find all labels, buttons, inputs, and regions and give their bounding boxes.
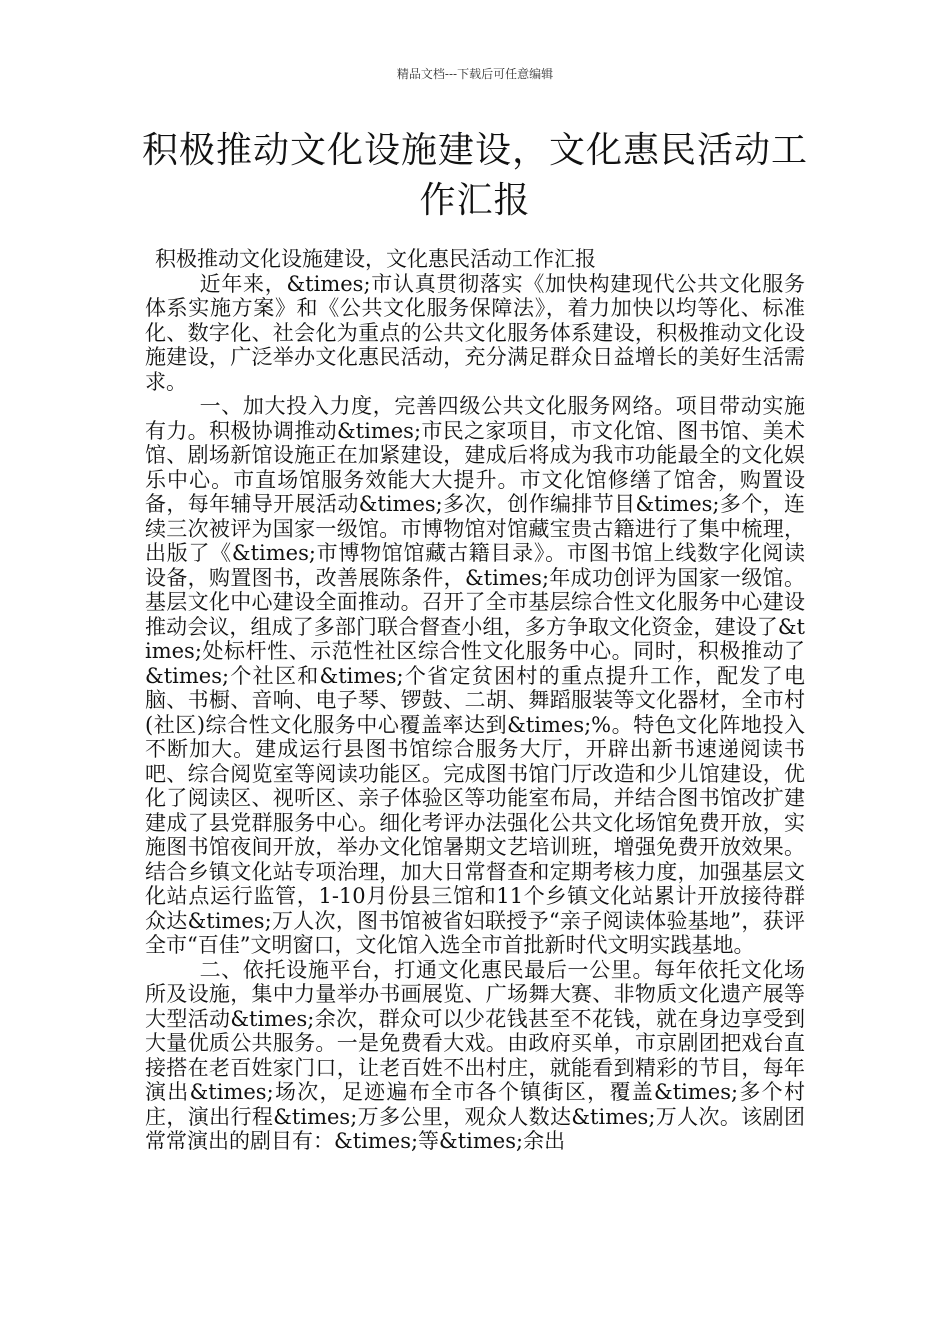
document-body <box>145 247 805 1154</box>
document-title: 积极推动文化设施建设，文化惠民活动工作汇报 <box>141 130 808 221</box>
paragraph-section-1: 一、加大投入力度，完善四级公共文化服务网络。项目带动实施有力。积极协调推动&times;市民之家项目，市文化馆、图书馆、美术馆、剧场新馆设施正在加紧建设，建成后将成为我市功能最全的文化娱乐中心。市直场馆服务效能大大提升。市文化馆修缮了馆舍，购置设备，每年辅导开展活动&times;多次，创作编排节目&times;多个，连续三次被评为国家一级馆。市博物馆对馆藏宝贵古籍进行了集中梳理，出版了《&times;市博物馆馆藏古籍目录》。市图书馆上线数字化阅读设备，购置图书，改善展陈条件，&times;年成功创评为国家一级馆。基层文化中心建设全面推动。召开了全市基层综合性文化服务中心建设推动会议，组成了多部门联合督查小组，多方争取文化资金，建设了&times;处标杆性、示范性社区综合性文化服务中心。同时，积极推动了&times;个社区和&times;个省定贫困村的重点提升工作，配发了电脑、书橱、音响、电子琴、锣鼓、二胡、舞蹈服装等文化器材，全市村(社区)综合性文化服务中心覆盖率达到&times;%。特色文化阵地投入不断加大。建成运行县图书馆综合服务大厅，开辟出新书速递阅读书吧、综合阅览室等阅读功能区。完成图书馆门厅改造和少儿馆建设，优化了阅读区、视听区、亲子体验区等功能室布局，并结合图书馆改扩建建成了县党群服务中心。细化考评办法强化公共文化场馆免费开放，实施图书馆夜间开放，举办文化馆暑期文艺培训班，增强免费开放效果。结合乡镇文化站专项治理，加大日常督查和定期考核力度，加强基层文化站点运行监管，1-10月份县三馆和11个乡镇文化站累计开放接待群众达&times;万人次，图书馆被省妇联授予“亲子阅读体验基地”，获评全市“百佳”文明窗口，文化馆入选全市首批新时代文明实践基地。 <box>145 394 805 957</box>
document-subtitle: 积极推动文化设施建设，文化惠民活动工作汇报 <box>155 247 596 271</box>
paragraph-intro: 近年来，&times;市认真贯彻落实《加快构建现代公共文化服务体系实施方案》和《公共文化服务保障法》，着力加快以均等化、标准化、数字化、社会化为重点的公共文化服务体系建设，积极推动文化设施建设，广泛举办文化惠民活动，充分满足群众日益增长的美好生活需求。 <box>145 271 805 394</box>
header-note: 精品文档---下载后可任意编辑 <box>396 67 554 81</box>
paragraph-section-2: 二、依托设施平台，打通文化惠民最后一公里。每年依托文化场所及设施，集中力量举办书画展览、广场舞大赛、非物质文化遗产展等大型活动&times;余次，群众可以少花钱甚至不花钱，就在身边享受到大量优质公共服务。一是免费看大戏。由政府买单，市京剧团把戏台直接搭在老百姓家门口，让老百姓不出村庄，就能看到精彩的节目，每年演出&times;场次，足迹遍布全市各个镇街区，覆盖&times;多个村庄，演出行程&times;万多公里，观众人数达&times;万人次。该剧团常常演出的剧目有：&times;等&times;余出 <box>145 957 805 1153</box>
